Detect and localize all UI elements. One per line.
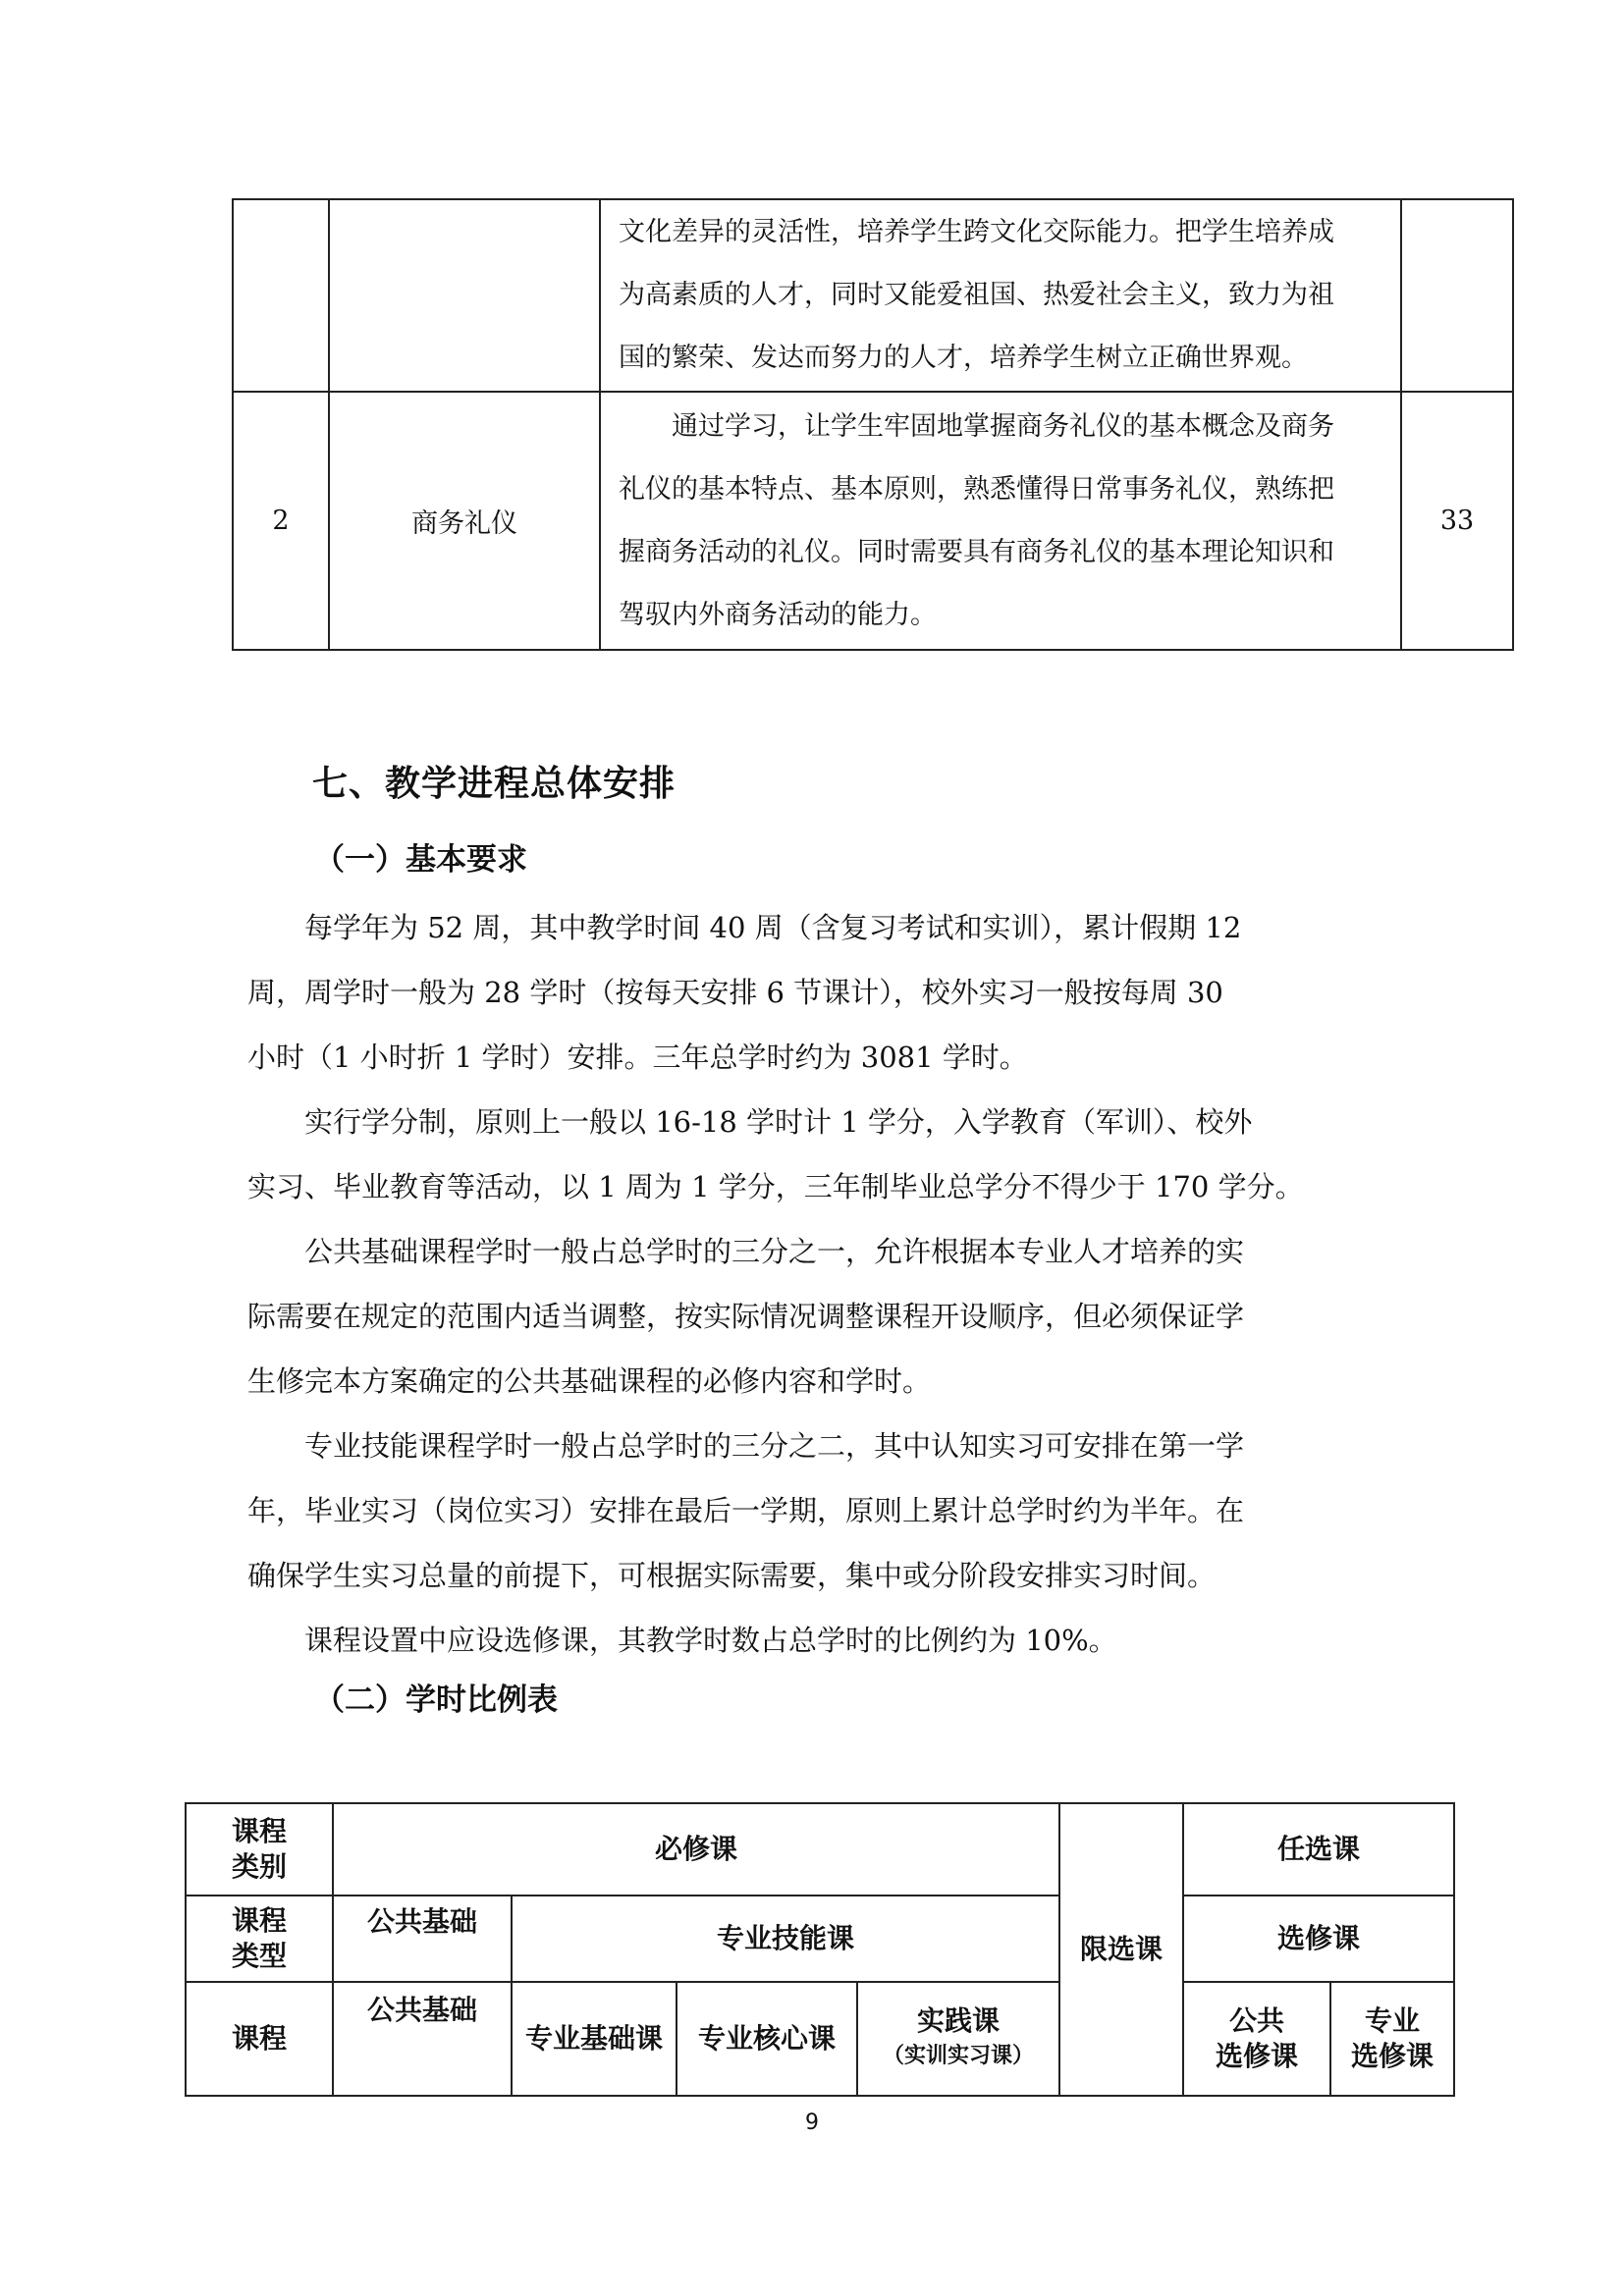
professional-elective-cell: 专业 选修课 xyxy=(1330,1982,1454,2096)
table-row xyxy=(186,1803,1454,1896)
subsection-title-hour-ratio: （二）学时比例表 xyxy=(314,1682,558,1718)
required-course-header: 必修课 xyxy=(333,1803,1059,1896)
paragraph-professional-courses: 专业技能课程学时一般占总学时的三分之二，其中认知实习可安排在第一学 年，毕业实习（岗位实习）安排在最后一学期，原则上累计总学时约为半年。在 确保学生实习总量的前提下，可根据实际需要，集中或分阶段安排实习时间。 xyxy=(247,1429,1245,1592)
elective-header: 选修课 xyxy=(1183,1896,1454,1982)
course-category-label: 课程 类别 xyxy=(186,1803,333,1896)
course-name-cell xyxy=(329,199,600,392)
paragraph-public-courses: 公共基础课程学时一般占总学时的三分之一，允许根据本专业人才培养的实 际需要在规定的范围内适当调整，按实际情况调整课程开设顺序，但必须保证学 生修完本方案确定的公共基础课程的必修内容和学时。 xyxy=(247,1235,1245,1398)
course-type-label: 课程 类型 xyxy=(186,1896,333,1982)
professional-basic-cell: 专业基础课 xyxy=(512,1982,677,2096)
course-description-table xyxy=(232,198,1514,651)
public-elective-cell: 公共 选修课 xyxy=(1183,1982,1330,2096)
subsection-title-basic-requirements: （一）基本要求 xyxy=(314,842,527,878)
professional-skill-header: 专业技能课 xyxy=(512,1896,1059,1982)
course-description-cell: 通过学习，让学生牢固地掌握商务礼仪的基本概念及商务 礼仪的基本特点、基本原则，熟悉懂得日常事务礼仪，熟练把 握商务活动的礼仪。同时需要具有商务礼仪的基本理论知识和 驾驭内外商务活动的能力。 xyxy=(600,392,1401,650)
practice-course-cell: 实践课 （实训实习课） xyxy=(857,1982,1059,2096)
course-number-cell xyxy=(233,199,329,392)
optional-course-header: 任选课 xyxy=(1183,1803,1454,1896)
course-label: 课程 xyxy=(186,1982,333,2096)
course-hours-cell: 33 xyxy=(1401,392,1513,650)
paragraph-credits: 实行学分制，原则上一般以 16-18 学时计 1 学分，入学教育（军训）、校外 实习、毕业教育等活动，以 1 周为 1 学分，三年制毕业总学分不得少于 170 学分。 xyxy=(247,1105,1304,1203)
section-title: 七、教学进程总体安排 xyxy=(312,764,677,804)
table-row xyxy=(186,1982,1454,2096)
course-description-cell: 文化差异的灵活性，培养学生跨文化交际能力。把学生培养成 为高素质的人才，同时又能爱祖国、热爱社会主义，致力为祖 国的繁荣、发达而努力的人才，培养学生树立正确世界观。 xyxy=(600,199,1401,392)
public-basic-cell: 公共基础 xyxy=(333,1982,512,2096)
hour-ratio-table xyxy=(185,1802,1455,2097)
page-number: 9 xyxy=(805,2110,819,2135)
paragraph-weeks: 每学年为 52 周，其中教学时间 40 周（含复习考试和实训），累计假期 12 周，周学时一般为 28 学时（按每天安排 6 节课计），校外实习一般按每周 30 小时（1 小时折 1 学时）安排。三年总学时约为 3081 学时。 xyxy=(247,911,1242,1074)
public-basic-type-cell: 公共基础 xyxy=(333,1896,512,1982)
table-row xyxy=(233,199,1513,392)
professional-core-cell: 专业核心课 xyxy=(677,1982,857,2096)
paragraph-electives: 课程设置中应设选修课，其教学时数占总学时的比例约为 10%。 xyxy=(304,1624,1117,1657)
course-hours-cell xyxy=(1401,199,1513,392)
course-name-cell: 商务礼仪 xyxy=(329,392,600,650)
limited-elective-header: 限选课 xyxy=(1059,1803,1183,2096)
table-row xyxy=(233,392,1513,650)
table-row xyxy=(186,1896,1454,1982)
course-number-cell: 2 xyxy=(233,392,329,650)
